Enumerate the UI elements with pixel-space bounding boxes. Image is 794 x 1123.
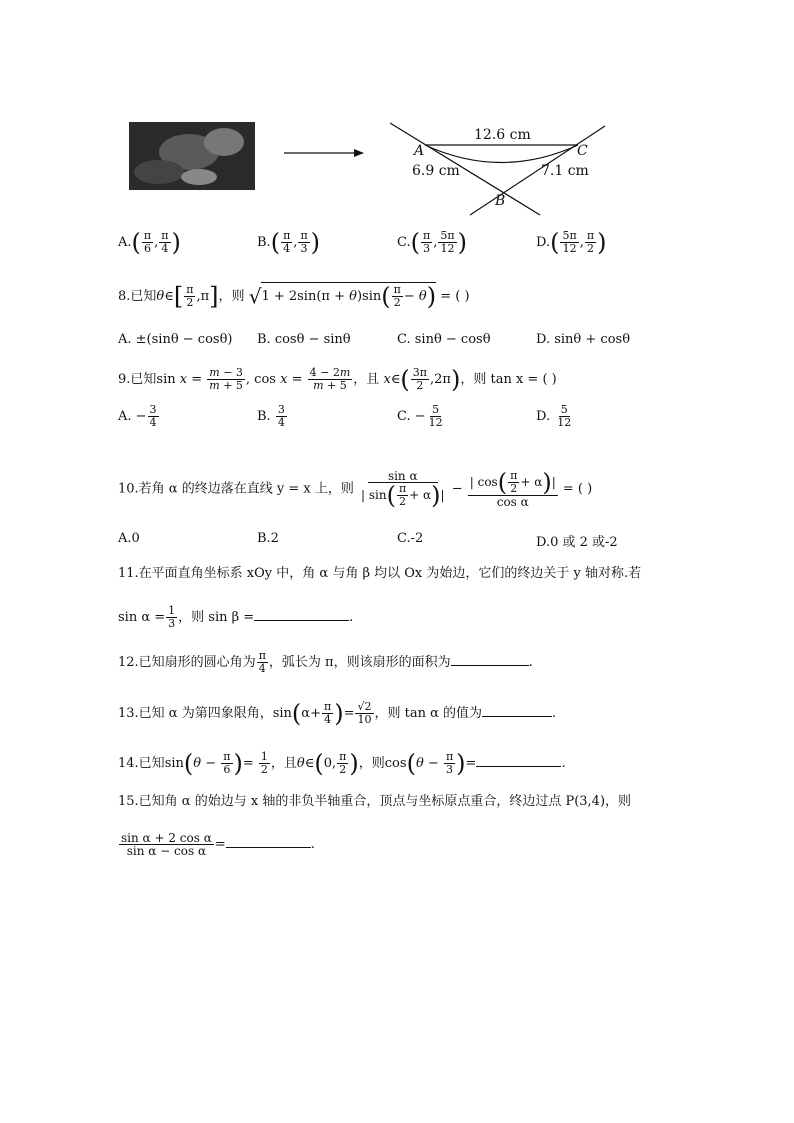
label-left: 6.9 cm [412, 163, 460, 179]
q8-stem: 8.已知θ∈[ $\frac{\pi}{2}$ ,π]，则 √1 + 2sin(π + θ)sin( $\frac{\pi}{2}$ − θ) = ( ) [118, 282, 470, 311]
q10-option-d: D.0 或 2 或-2 [536, 535, 618, 550]
q10-option-a: A.0 [118, 531, 140, 546]
q11-stem: 11.在平面直角坐标系 xOy 中，角 α 与角 β 均以 Ox 为始边，它们的终边关于 y 轴对称.若 [118, 566, 642, 581]
q7-option-a: A.( $\frac{\pi}{6}$ , $\frac{\pi}{4}$ ) [118, 228, 181, 257]
q14-stem: 14.已知sin(θ − $\frac{\pi}{6}$ )= $\frac{1}{2}$ ，且θ∈(0, $\frac{\pi}{2}$ )，则cos(θ − $\frac{\pi}{3}$ )= . [118, 749, 566, 778]
q12-answer-blank[interactable] [451, 653, 529, 666]
vertex-a: A [414, 143, 425, 159]
label-top: 12.6 cm [474, 127, 531, 143]
q10-stem: 10.若角 α 的终边落在直线 y = x 上，则 sin α | sin( $\frac{\pi}{2}$ + α)| − | cos( $\frac{\pi}{2}$ + α)| cos α = ( ) [118, 468, 593, 510]
q14-answer-blank[interactable] [476, 754, 561, 767]
q12-stem: 12.已知扇形的圆心角为 $\frac{\pi}{4}$ ，弧长为 π，则该扇形的面积为 . [118, 649, 533, 675]
q9-stem: 9.已知sin x = $\frac{m - 3}{m + 5}$ , cos x = $\frac{4 - 2m}{m + 5}$ ，且 x∈( $\frac{3\pi}{2}$ ,2π)，则 tan x = ( ) [118, 365, 557, 394]
q7-option-d: D.( $\frac{5\pi}{12}$ , $\frac{\pi}{2}$ ) [536, 228, 607, 257]
q10-option-c: C.-2 [397, 531, 424, 546]
q9-option-a: A. − $\frac{3}{4}$ [118, 403, 157, 429]
vertex-c: C [577, 143, 588, 159]
label-right: 7.1 cm [541, 163, 589, 179]
q9-option-d: D. $\frac{5}{12}$ [536, 403, 572, 429]
q15-answer-blank[interactable] [226, 835, 311, 848]
q10-option-b: B.2 [257, 531, 279, 546]
q8-option-c: C. sinθ − cosθ [397, 332, 491, 347]
q15-stem: 15.已知角 α 的始边与 x 轴的非负半轴重合，顶点与坐标原点重合，终边过点 P(3,4)，则 [118, 794, 632, 809]
photo-texture [129, 122, 255, 190]
q8-option-a: A. ±(sinθ − cosθ) [118, 332, 233, 347]
vertex-b: B [495, 193, 506, 209]
q9-option-c: C. − $\frac{5}{12}$ [397, 403, 443, 429]
figure-photo [129, 122, 255, 190]
q13-answer-blank[interactable] [482, 704, 552, 717]
q9-option-b: B. $\frac{3}{4}$ [257, 403, 285, 429]
q7-option-b: B.( $\frac{\pi}{4}$ , $\frac{\pi}{3}$ ) [257, 228, 321, 257]
q7-option-c: C.( $\frac{\pi}{3}$ , $\frac{5\pi}{12}$ ) [397, 228, 467, 257]
q13-stem: 13.已知 α 为第四象限角，sin(α+ $\frac{\pi}{4}$ )= $\frac{√2}{10}$ ，则 tan α 的值为 . [118, 699, 557, 728]
q11-blank-line: sin α = $\frac{1}{3}$ ，则 sin β = . [118, 604, 354, 630]
q8-option-d: D. sinθ + cosθ [536, 332, 631, 347]
q8-option-b: B. cosθ − sinθ [257, 332, 351, 347]
arrow-icon [282, 144, 366, 162]
q15-expression: $\frac{\text{sin α + 2 cos α}}{\text{sin α − cos α}}$ = . [121, 831, 315, 858]
q11-answer-blank[interactable] [254, 608, 349, 621]
